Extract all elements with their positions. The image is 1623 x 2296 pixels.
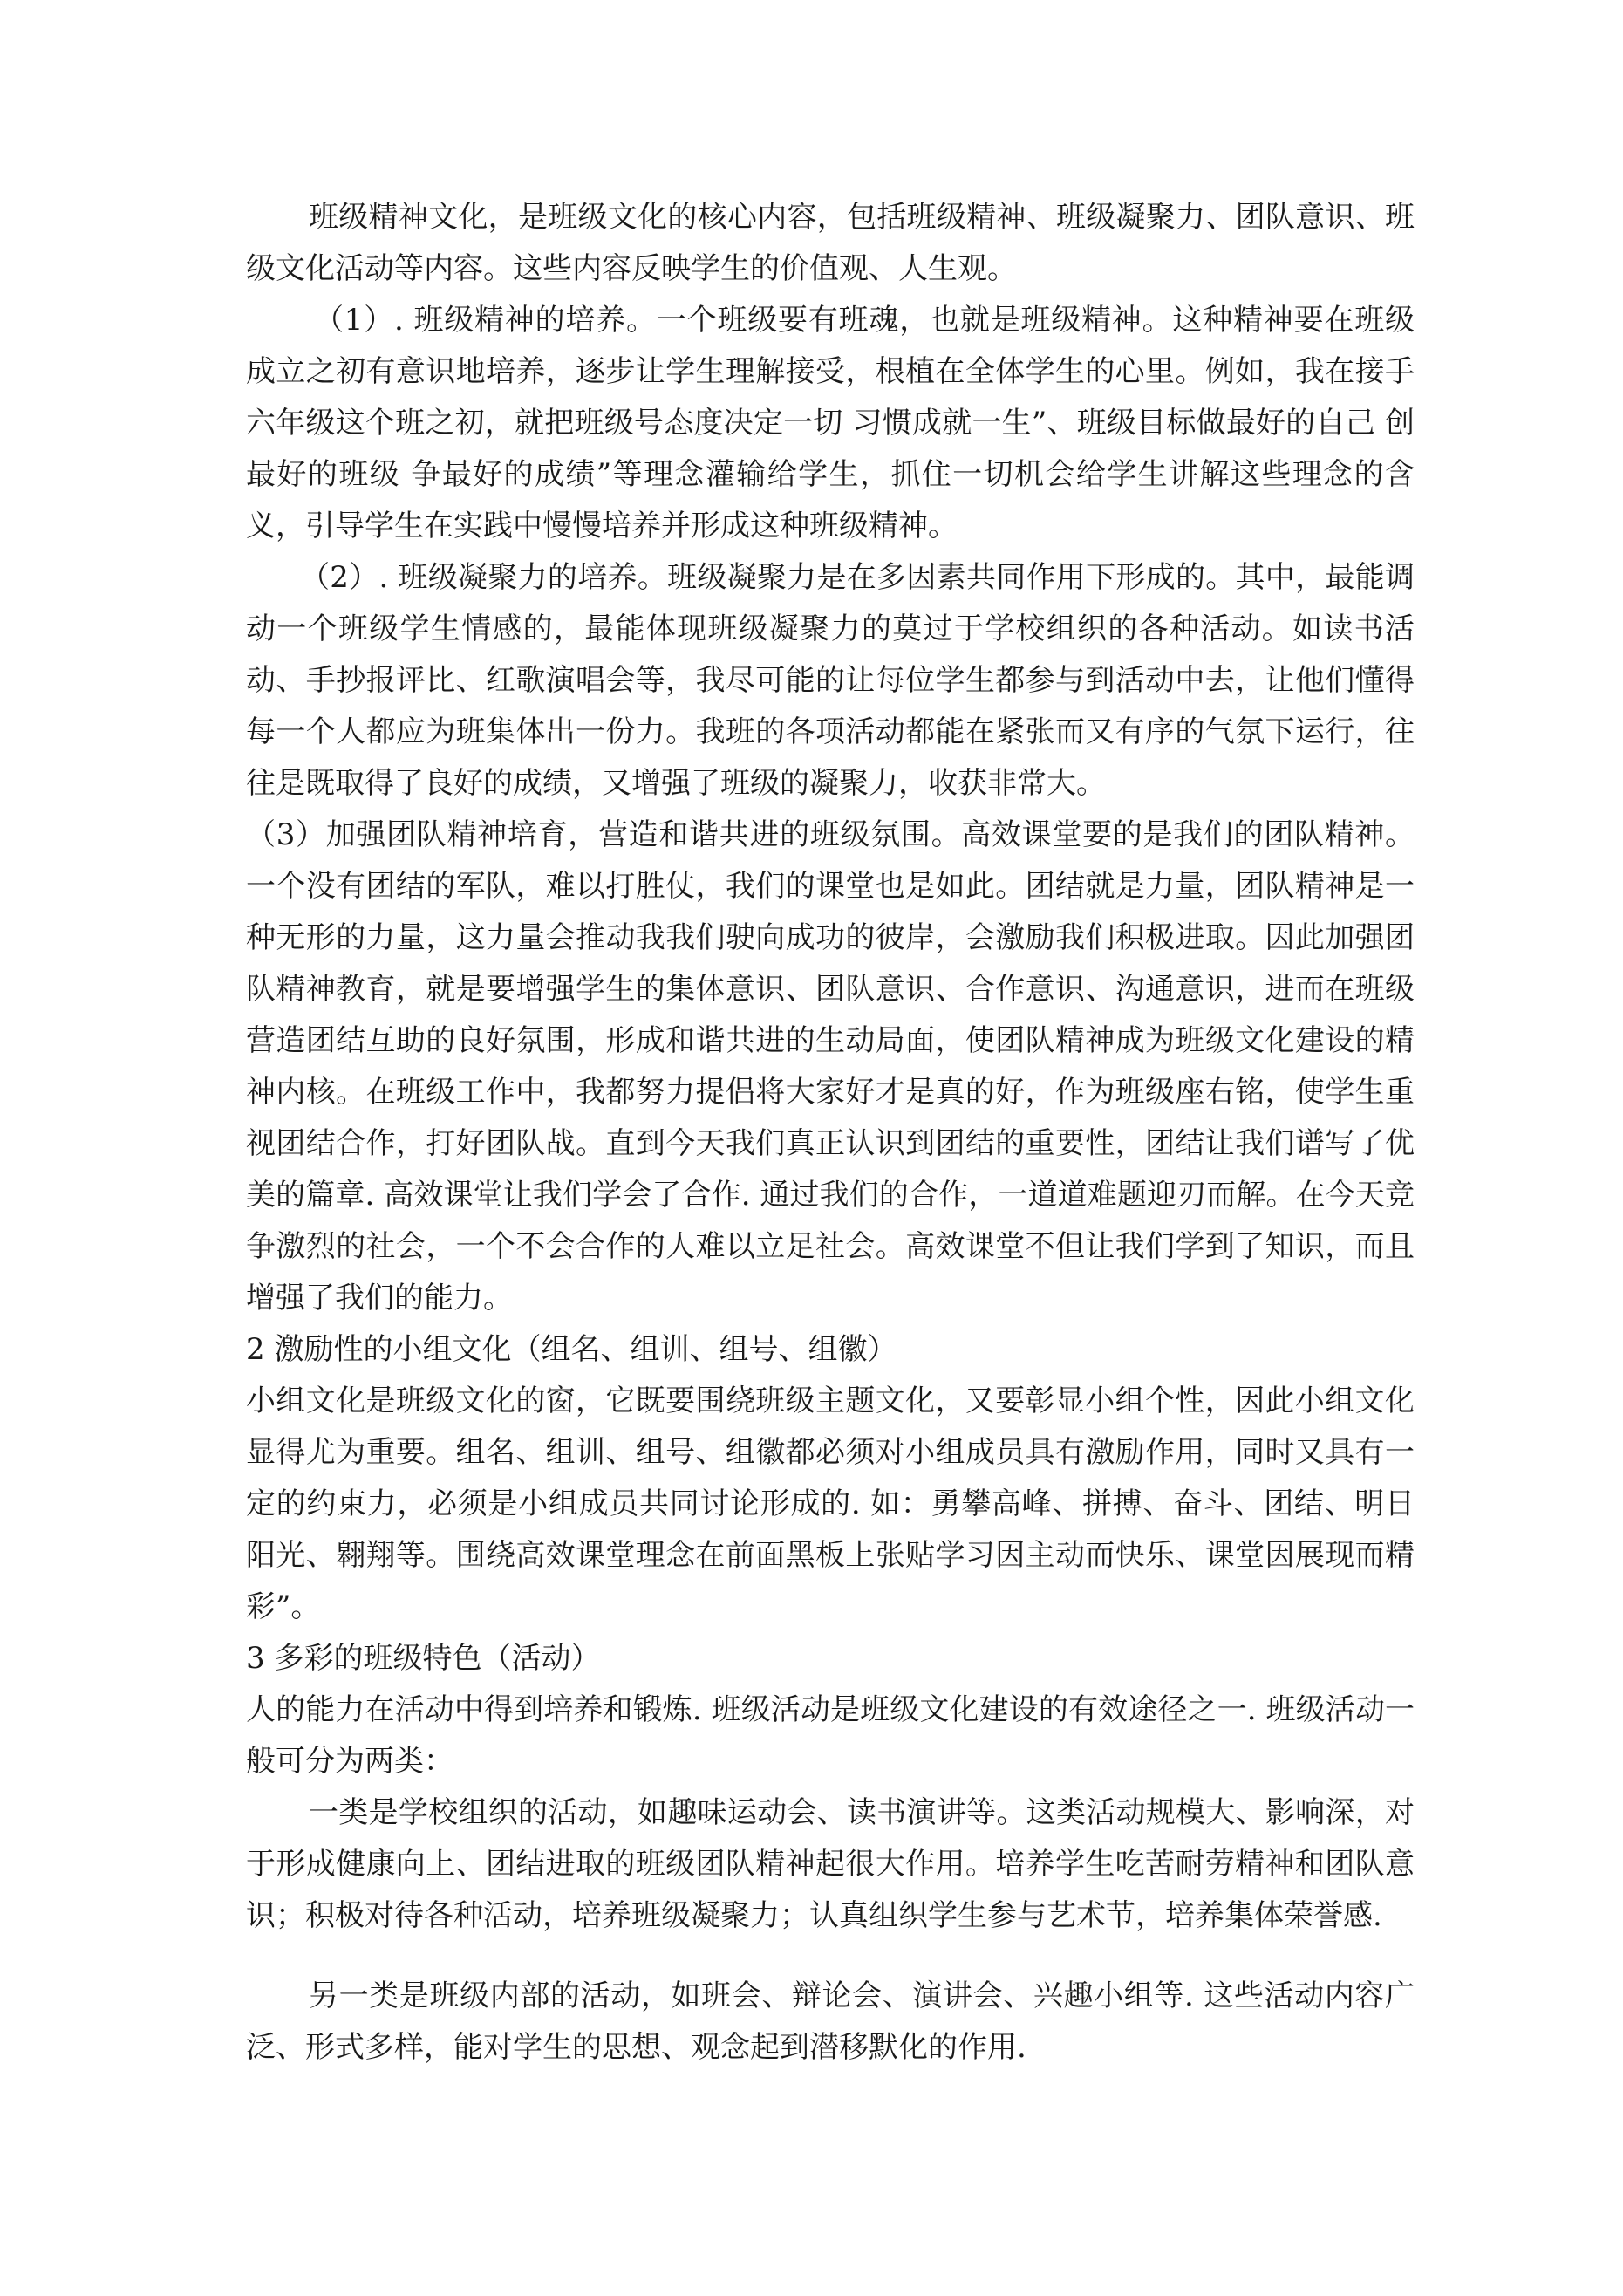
document-body	[246, 192, 1415, 2074]
paragraph-class-internal-activities: 另一类是班级内部的活动，如班会、辩论会、演讲会、兴趣小组等. 这些活动内容广泛、形式多样，能对学生的思想、观念起到潜移默化的作用.	[246, 1978, 1415, 2065]
paragraph-team-spirit: （3）加强团队精神培育，营造和谐共进的班级氛围。高效课堂要的是我们的团队精神。一个没有团结的军队，难以打胜仗，我们的课堂也是如此。团结就是力量，团队精神是一种无形的力量，这力量会推动我我们驶向成功的彼岸，会激励我们积极进取。因此加强团队精神教育，就是要增强学生的集体意识、团队意识、合作意识、沟通意识，进而在班级营造团结互助的良好氛围，形成和谐共进的生动局面，使团队精神成为班级文化建设的精神内核。在班级工作中，我都努力提倡将大家好才是真的好，作为班级座右铭，使学生重视团结合作，打好团队战。直到今天我们真正认识到团结的重要性，团结让我们谱写了优美的篇章. 高效课堂让我们学会了合作. 通过我们的合作，一道道难题迎刃而解。在今天竞争激烈的社会，一个不会合作的人难以立足社会。高效课堂不但让我们学到了知识，而且增强了我们的能力。	[246, 817, 1415, 1315]
section-heading-group-culture: 2 激励性的小组文化（组名、组训、组号、组徽）	[246, 1332, 897, 1367]
paragraph-activities-intro: 人的能力在活动中得到培养和锻炼. 班级活动是班级文化建设的有效途径之一. 班级活动一般可分为两类：	[246, 1692, 1415, 1779]
section-heading-class-activities: 3 多彩的班级特色（活动）	[246, 1641, 601, 1676]
paragraph-class-spirit: （1）. 班级精神的培养。一个班级要有班魂，也就是班级精神。这种精神要在班级成立之初有意识地培养，逐步让学生理解接受，根植在全体学生的心里。例如，我在接手六年级这个班之初，就把班级号态度决定一切 习惯成就一生”、班级目标做最好的自己 创最好的班级 争最好的成绩”等理念灌输给学生，抓住一切机会给学生讲解这些理念的含义，引导学生在实践中慢慢培养并形成这种班级精神。	[246, 303, 1415, 543]
paragraph-spirit-culture: 班级精神文化，是班级文化的核心内容，包括班级精神、班级凝聚力、团队意识、班级文化活动等内容。这些内容反映学生的价值观、人生观。	[246, 200, 1415, 286]
paragraph-school-activities: 一类是学校组织的活动，如趣味运动会、读书演讲等。这类活动规模大、影响深，对于形成健康向上、团结进取的班级团队精神起很大作用。培养学生吃苦耐劳精神和团队意识；积极对待各种活动，培养班级凝聚力；认真组织学生参与艺术节，培养集体荣誉感.	[246, 1795, 1415, 1933]
paragraph-group-culture: 小组文化是班级文化的窗，它既要围绕班级主题文化，又要彰显小组个性，因此小组文化显得尤为重要。组名、组训、组号、组徽都必须对小组成员具有激励作用，同时又具有一定的约束力，必须是小组成员共同讨论形成的. 如：勇攀高峰、拼搏、奋斗、团结、明日阳光、翱翔等。围绕高效课堂理念在前面黑板上张贴学习因主动而快乐、课堂因展现而精彩”。	[246, 1384, 1415, 1624]
paragraph-cohesion: （2）. 班级凝聚力的培养。班级凝聚力是在多因素共同作用下形成的。其中，最能调动一个班级学生情感的，最能体现班级凝聚力的莫过于学校组织的各种活动。如读书活动、手抄报评比、红歌演唱会等，我尽可能的让每位学生都参与到活动中去，让他们懂得每一个人都应为班集体出一份力。我班的各项活动都能在紧张而又有序的气氛下运行，往往是既取得了良好的成绩，又增强了班级的凝聚力，收获非常大。	[246, 560, 1415, 801]
